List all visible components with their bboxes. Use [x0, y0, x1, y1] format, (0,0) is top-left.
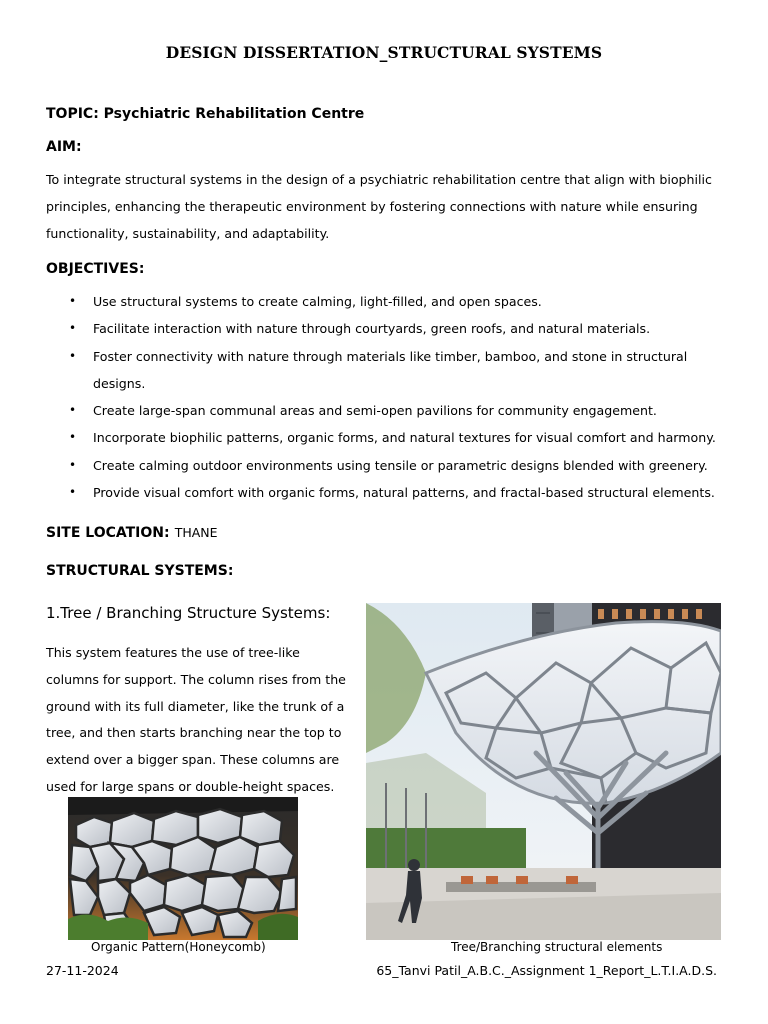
bullet-icon: •: [69, 294, 77, 308]
site-location-value: THANE: [174, 525, 218, 540]
footer-date: 27-11-2024: [46, 963, 119, 978]
objective-text: Incorporate biophilic patterns, organic forms, and natural textures for visual comfort and harmony.: [93, 430, 716, 446]
bullet-icon: •: [69, 321, 77, 336]
list-item: [46, 315, 726, 342]
document-title: DESIGN DISSERTATION_STRUCTURAL SYSTEMS: [165, 43, 603, 62]
bullet-icon: •: [69, 485, 77, 500]
list-item: [46, 288, 726, 315]
objective-text: Foster connectivity with nature through materials like timber, bamboo, and stone in structural designs.: [93, 348, 688, 391]
list-item: [46, 424, 726, 451]
section-heading: 1.Tree / Branching Structure Systems:: [46, 604, 331, 622]
bullet-icon: •: [69, 457, 77, 472]
structural-systems-heading: STRUCTURAL SYSTEMS:: [46, 563, 234, 579]
list-item: [46, 479, 726, 506]
caption-tree-branching: Tree/Branching structural elements: [451, 940, 663, 954]
aim-paragraph: To integrate structural systems in the design of a psychiatric rehabilitation centre that align with biophilic principles, enhancing the therapeutic environment by fostering connections with nature while ensuring functionality, sustainability, and adaptability.: [46, 172, 712, 241]
list-item: [46, 397, 726, 424]
bullet-icon: •: [69, 403, 77, 418]
list-item: [46, 343, 726, 398]
objective-text: Use structural systems to create calming, light-filled, and open spaces.: [93, 294, 542, 309]
caption-honeycomb: Organic Pattern(Honeycomb): [91, 940, 266, 954]
objective-text: Create large-span communal areas and semi-open pavilions for community engagement.: [93, 403, 657, 419]
list-item: [46, 452, 726, 479]
aim-heading: AIM:: [46, 139, 82, 155]
footer-reference: 65_Tanvi Patil_A.B.C._Assignment 1_Report_L.T.I.A.D.S.: [376, 963, 717, 978]
honeycomb-pattern-image: [68, 797, 298, 940]
objective-text: Provide visual comfort with organic forms, natural patterns, and fractal-based structural elements.: [93, 485, 715, 501]
bullet-icon: •: [69, 348, 77, 363]
objective-text: Create calming outdoor environments using tensile or parametric designs blended with greenery.: [93, 457, 708, 473]
tree-branching-structure-image: [366, 603, 721, 940]
topic-heading: TOPIC: Psychiatric Rehabilitation Centre: [46, 106, 365, 122]
objectives-list: [46, 288, 726, 506]
objective-text: Facilitate interaction with nature through courtyards, green roofs, and natural materials.: [93, 321, 651, 337]
site-location-label: SITE LOCATION:: [46, 525, 170, 541]
section-paragraph: This system features the use of tree-like columns for support. The column rises from the ground with its full diameter, like the trunk of a tree, and then starts branching near the top to extend over a bigger span. These columns are used for large spans or double-height spaces.: [46, 645, 346, 794]
objectives-heading: OBJECTIVES:: [46, 261, 145, 277]
site-location: [46, 522, 218, 541]
bullet-icon: •: [69, 430, 77, 445]
